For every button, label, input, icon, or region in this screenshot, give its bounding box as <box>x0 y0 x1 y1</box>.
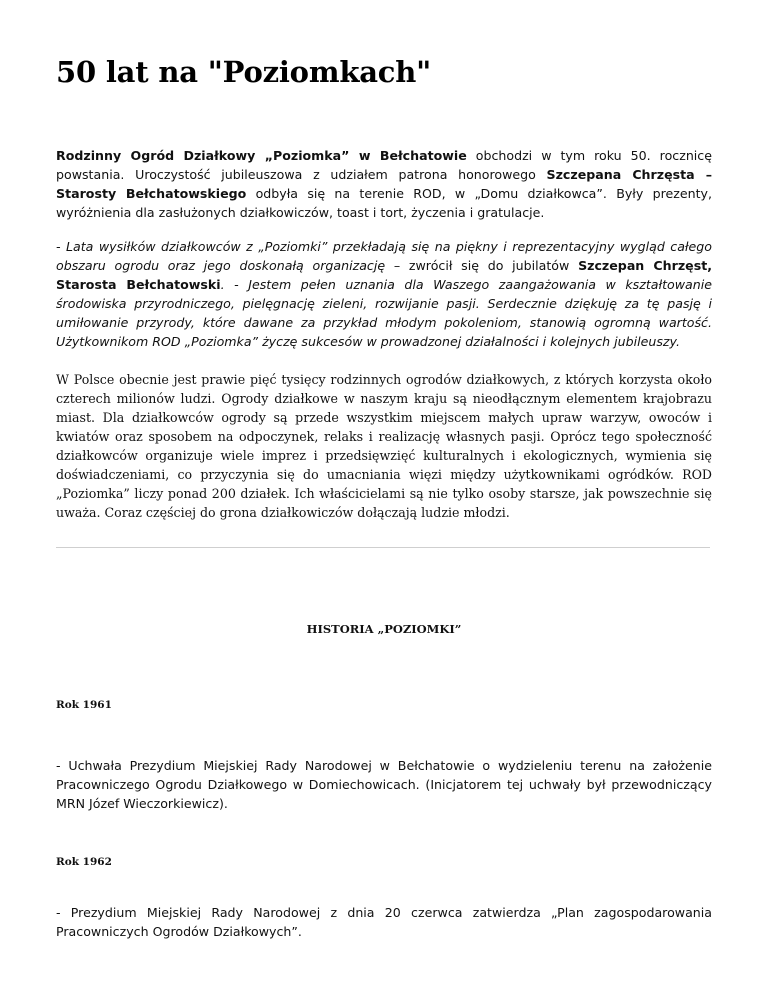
article-title: 50 lat na "Poziomkach" <box>56 55 432 89</box>
history-entry-1962: - Prezydium Miejskiej Rady Narodowej z dnia 20 czerwca zatwierdza „Plan zagospodarowania Pracowniczych Ogrodów Działkowych”. <box>56 905 712 939</box>
quote-speaker-name: Szczepan Chrzęst, Starosta Bełchatowski <box>56 258 713 292</box>
body-paragraph: W Polsce obecnie jest prawie pięć tysięcy rodzinnych ogrodów działkowych, z których korzysta około czterech milionów ludzi. Ogrody działkowe w naszym kraju są nieodłącznym elementem krajobrazu miast. Dla działkowców ogrody są przede wszystkim miejscem małych upraw warzyw, owoców i kwiatów oraz sposobem na odpoczynek, relaks i realizację własnych pasji. Oprócz tego społeczność działkowców organizuje wiele imprez i przedsięwzięć kulturalnych i ekologicznych, wymienia się doświadczeniami, co przyczynia się do umacniania więzi między użytkownikami ogródków. ROD „Poziomka” liczy ponad 200 działek. Ich właścicielami są nie tylko osoby starsze, jak powszechnie się uważa. Coraz częściej do grona działkowiczów dołączają ludzie młodzi. <box>56 372 712 520</box>
history-heading: HISTORIA „POZIOMKI” <box>306 622 462 636</box>
intro-garden-name: Rodzinny Ogród Działkowy „Poziomka” w Bełchatowie <box>56 148 467 163</box>
intro-text-1: obchodzi w tym roku 50. rocznicę powstania. Uroczystość jubileuszowa z udziałem patrona honorowego <box>56 148 712 182</box>
quote-paragraph <box>56 237 712 351</box>
section-divider <box>56 547 710 548</box>
intro-text-2: odbyła się na terenie ROD, w „Domu działkowca”. Były prezenty, wyróżnienia dla zasłużonych działkowiczów, toast i tort, życzenia i gratulacje. <box>56 186 712 220</box>
history-entry-1961: - Uchwała Prezydium Miejskiej Rady Narodowej w Bełchatowie o wydzieleniu terenu na założenie Pracowniczego Ogrodu Działkowego w Domiechowicach. (Inicjatorem tej uchwały był przewodniczący MRN Józef Wieczorkiewicz). <box>56 758 712 811</box>
history-year-1961: Rok 1961 <box>56 699 112 711</box>
quote-text-2: – zwrócił się do jubilatów <box>385 258 579 273</box>
history-year-1962: Rok 1962 <box>56 856 112 868</box>
intro-paragraph <box>56 146 712 222</box>
quote-text-3: . - Jestem pełen uznania dla Waszego zaangażowania w kształtowanie środowiska przyrodniczego, pielęgnację zieleni, rozwijanie pasji. Serdecznie dziękuję za tę pasję i umiłowanie przyrody, które dawane za przykład młodym pokoleniom, stanowią ogromną wartość. Użytkownikom ROD „Poziomka” życzę sukcesów w prowadzonej działalności i kolejnych jubileuszy. <box>56 277 712 349</box>
quote-text-1: - Lata wysiłków działkowców z „Poziomki” przekładają się na piękny i reprezentacyjny wygląd całego obszaru ogrodu oraz jego doskonałą organizację <box>56 239 712 273</box>
intro-patron-name: Szczepana Chrzęsta – Starosty Bełchatowskiego <box>56 167 712 201</box>
